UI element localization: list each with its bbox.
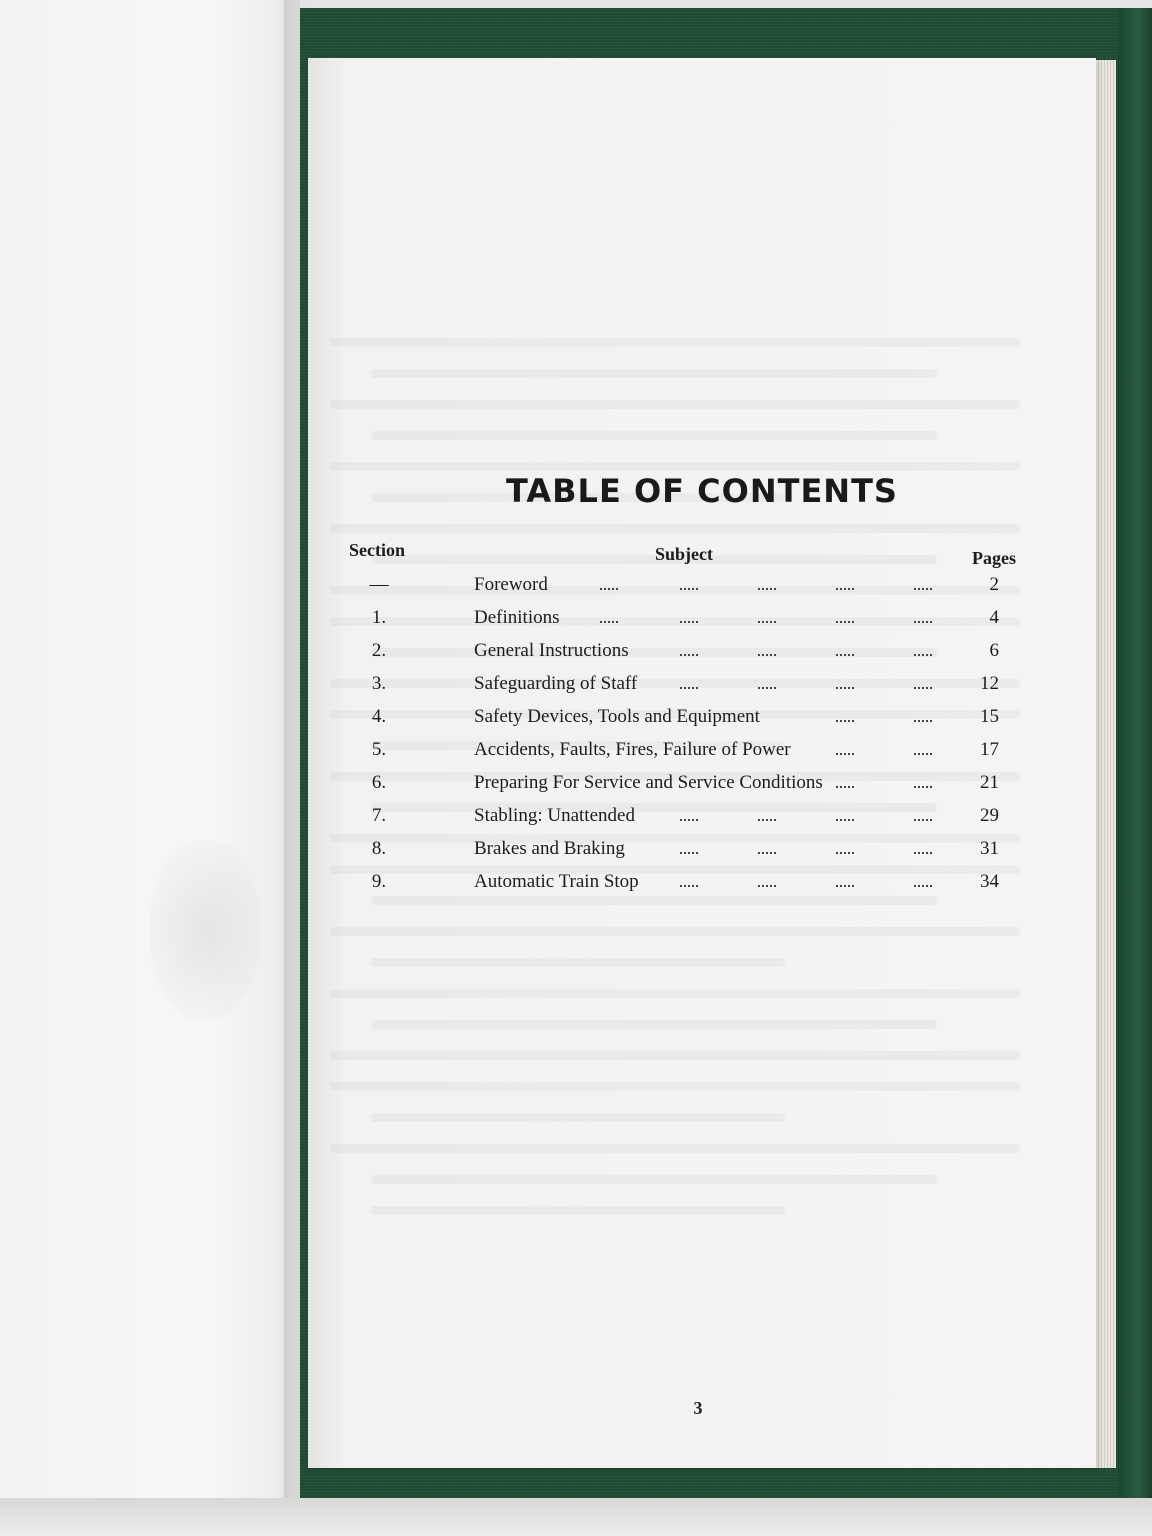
toc-dot-leaders: [474, 607, 944, 627]
toc-section-number: 4.: [371, 706, 387, 727]
toc-dot-leaders: [474, 772, 944, 792]
toc-dot-leaders: [474, 574, 944, 594]
show-through-emblem: [150, 840, 260, 1020]
toc-row: [308, 772, 1096, 802]
toc-subject: Foreword: [474, 574, 548, 595]
toc-subject: General Instructions: [474, 640, 629, 661]
toc-row: [308, 673, 1096, 703]
toc-page-number: 12: [980, 673, 999, 694]
toc-subject: Preparing For Service and Service Conditions: [474, 772, 823, 793]
toc-subject: Automatic Train Stop: [474, 871, 639, 892]
toc-row: [308, 739, 1096, 769]
toc-dot-leaders: [474, 739, 944, 759]
toc-title: TABLE OF CONTENTS: [506, 472, 898, 510]
toc-subject: Brakes and Braking: [474, 838, 625, 859]
toc-page-number: 4: [989, 607, 999, 628]
toc-subject: Accidents, Faults, Fires, Failure of Power: [474, 739, 791, 760]
toc-section-number: 1.: [371, 607, 387, 628]
toc-row: [308, 574, 1096, 604]
toc-subject: Safety Devices, Tools and Equipment: [474, 706, 760, 727]
cover-spine-edge: [1118, 8, 1152, 1498]
toc-page-number: 34: [980, 871, 999, 892]
toc-row: [308, 607, 1096, 637]
left-page: [0, 0, 300, 1536]
page-edges: [1096, 60, 1116, 1468]
toc-page-number: 17: [980, 739, 999, 760]
header-subject: Subject: [655, 544, 713, 564]
toc-page-number: 29: [980, 805, 999, 826]
toc-section-number: 8.: [371, 838, 387, 859]
toc-dot-leaders: [474, 673, 944, 693]
toc-row: [308, 838, 1096, 868]
toc-page-number: 6: [989, 640, 999, 661]
toc-section-number: 5.: [371, 739, 387, 760]
toc-row: [308, 706, 1096, 736]
header-pages: Pages: [972, 548, 1016, 568]
table-surface: [0, 1498, 1152, 1536]
toc-section-number: 2.: [371, 640, 387, 661]
toc-section-number: 3.: [371, 673, 387, 694]
toc-page-number: 15: [980, 706, 999, 727]
toc-page-number: 31: [980, 838, 999, 859]
toc-row: [308, 871, 1096, 901]
toc-dot-leaders: [474, 706, 944, 726]
toc-dot-leaders: [474, 871, 944, 891]
right-page: [308, 58, 1096, 1468]
toc-section-number: —: [369, 574, 389, 595]
toc-page-number: 21: [980, 772, 999, 793]
toc-dot-leaders: [474, 805, 944, 825]
toc-row: [308, 640, 1096, 670]
toc-subject: Definitions: [474, 607, 560, 628]
toc-dot-leaders: [474, 640, 944, 660]
toc-subject: Safeguarding of Staff: [474, 673, 638, 694]
toc-page-number: 2: [989, 574, 999, 595]
toc-row: [308, 805, 1096, 835]
toc-subject: Stabling: Unattended: [474, 805, 635, 826]
toc-section-number: 7.: [371, 805, 387, 826]
toc-section-number: 9.: [371, 871, 387, 892]
header-section: Section: [349, 540, 405, 560]
toc-section-number: 6.: [371, 772, 387, 793]
toc-dot-leaders: [474, 838, 944, 858]
page-number: 3: [693, 1398, 703, 1418]
